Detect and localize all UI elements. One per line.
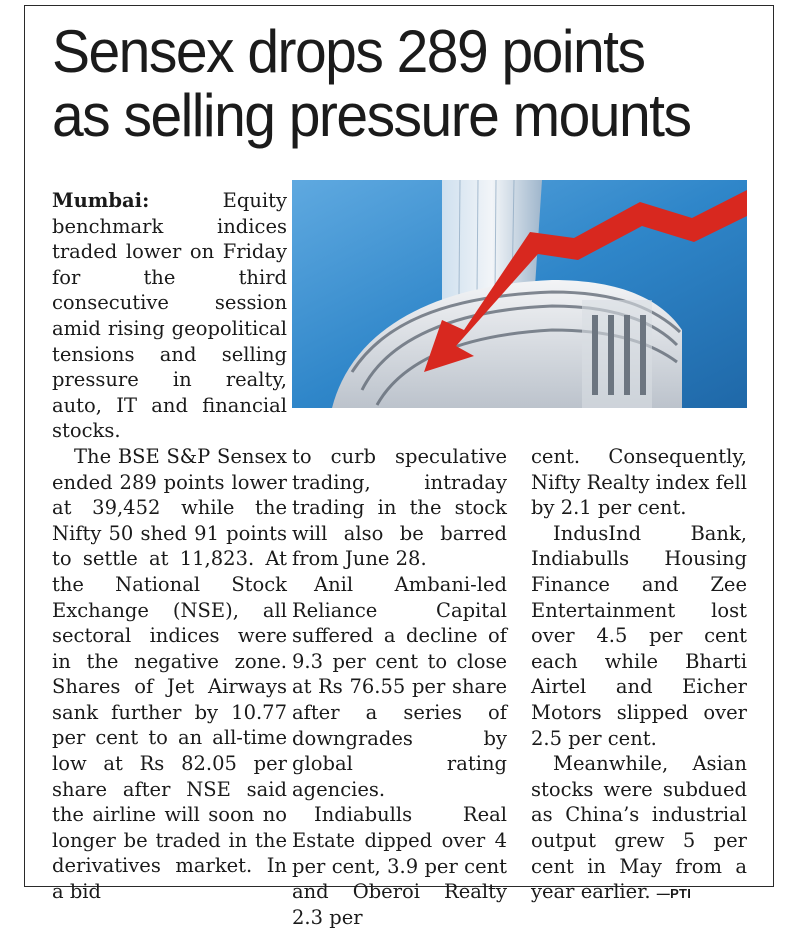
article-paragraph: Anil Ambani-led Reliance Capital suffered a decline of 9.3 per cent to close at Rs 76.55 per share after a series of downgrades by global rating agencies. (292, 572, 507, 801)
article-paragraph: cent. Consequently, Nifty Realty index fell by 2.1 per cent. (531, 445, 747, 520)
article-paragraph (531, 751, 747, 907)
headline (52, 20, 690, 148)
headline-line-1: Sensex drops 289 points (52, 18, 645, 85)
article-column-3 (531, 444, 747, 907)
article-paragraph: to curb speculative trading, intraday trading in the stock will also be barred from June 28. (292, 445, 507, 571)
bse-building-falling-arrow-icon (292, 180, 747, 408)
headline-line-2: as selling pressure mounts (52, 82, 691, 149)
dateline: Mumbai: (52, 189, 150, 212)
agency-credit: —PTI (656, 886, 692, 902)
article-paragraph (52, 188, 287, 444)
article-paragraph: Indiabulls Real Estate dipped over 4 per cent, 3.9 per cent and Oberoi Realty 2.3 per (292, 803, 507, 929)
sensex-photo (292, 180, 747, 408)
paragraph-text: Equity benchmark indices traded lower on Friday for the third consecutive session amid rising geopolitical tensions and selling pressure in realty, auto, IT and financial stocks. (52, 189, 287, 443)
article-column-2 (292, 444, 507, 930)
article-paragraph: The BSE S&P Sensex ended 289 points lower at 39,452 while the Nifty 50 shed 91 points to settle at 11,823. At the National Stock Exchange (NSE), all sectoral indices were in the negative zone. Shares of Jet Airways sank further by 10.77 per cent to an all-time low at Rs 82.05 per share after NSE said the airline will soon no longer be traded in the derivatives market. In a bid (52, 444, 287, 904)
paragraph-text: Meanwhile, Asian stocks were subdued as China’s industrial output grew 5 per cent in May from a year earlier. (531, 752, 747, 904)
article-column-1 (52, 188, 287, 905)
news-clipping (24, 5, 774, 929)
article-paragraph: IndusInd Bank, Indiabulls Housing Finance and Zee Entertainment lost over 4.5 per cent each while Bharti Airtel and Eicher Motors slipped over 2.5 per cent. (531, 521, 747, 750)
